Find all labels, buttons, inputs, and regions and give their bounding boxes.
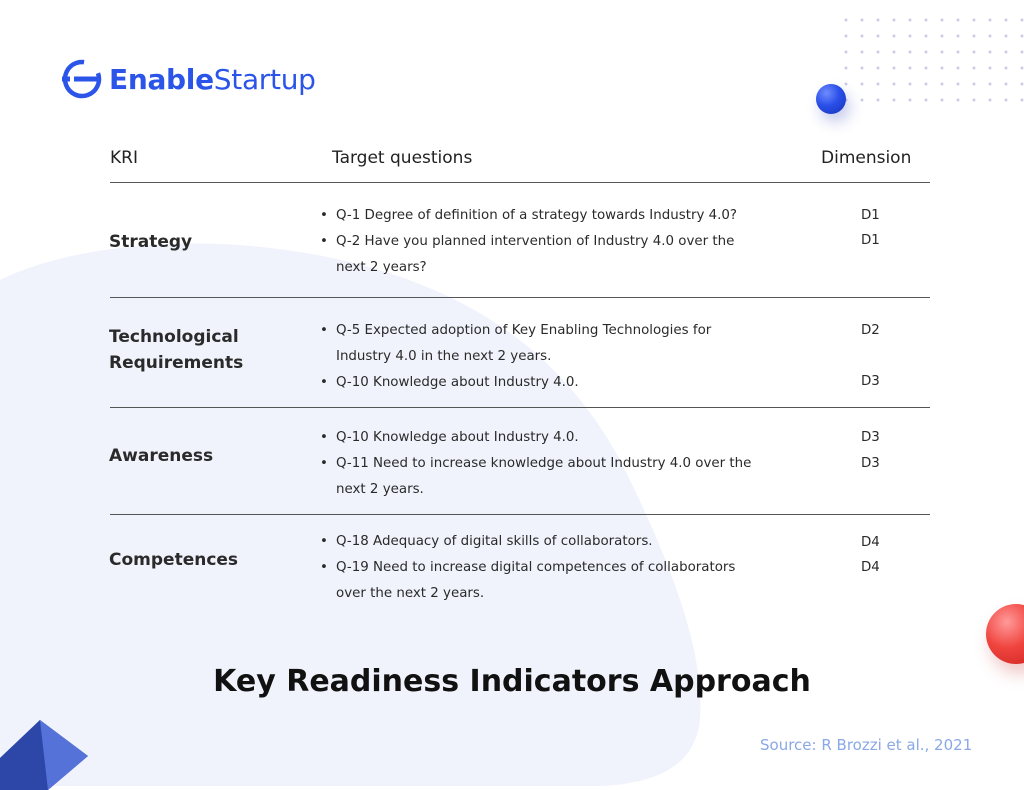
question-line: Q-2 Have you planned intervention of Industry 4.0 over the bbox=[336, 234, 735, 249]
blue-sphere-decoration bbox=[816, 84, 846, 114]
bullet-icon: • bbox=[320, 456, 328, 471]
brand-logo[interactable] bbox=[60, 57, 316, 101]
question-line: over the next 2 years. bbox=[336, 586, 485, 601]
cube-decoration bbox=[0, 720, 90, 790]
question-line: Q-10 Knowledge about Industry 4.0. bbox=[336, 375, 579, 390]
logo-mark-icon bbox=[60, 57, 104, 101]
brand-name bbox=[109, 63, 316, 96]
dimension-value: D4 bbox=[861, 560, 880, 575]
question-line: Q-19 Need to increase digital competences of collaborators bbox=[336, 560, 736, 575]
dimension-value: D1 bbox=[861, 208, 880, 223]
dimension-value: D4 bbox=[861, 535, 880, 550]
dimension-value: D3 bbox=[861, 430, 880, 445]
bullet-icon: • bbox=[320, 323, 328, 338]
kri-awareness bbox=[109, 443, 213, 469]
row-divider bbox=[110, 297, 930, 298]
kri-label-line: Technological bbox=[109, 327, 239, 347]
brand-name-bold: Enable bbox=[109, 62, 214, 96]
table-header-rule bbox=[110, 182, 930, 183]
page-title: Key Readiness Indicators Approach bbox=[213, 664, 811, 699]
row-divider bbox=[110, 514, 930, 515]
bullet-icon: • bbox=[320, 560, 328, 575]
header-dimension: Dimension bbox=[821, 148, 912, 168]
question-line: Q-11 Need to increase knowledge about Industry 4.0 over the bbox=[336, 456, 752, 471]
question-line: Q-1 Degree of definition of a strategy towards Industry 4.0? bbox=[336, 208, 738, 223]
row-divider bbox=[110, 407, 930, 408]
question-line: Q-18 Adequacy of digital skills of collaborators. bbox=[336, 534, 653, 549]
bullet-icon: • bbox=[320, 375, 328, 390]
question-line: Q-10 Knowledge about Industry 4.0. bbox=[336, 430, 579, 445]
kri-label-line: Strategy bbox=[109, 232, 193, 252]
bullet-icon: • bbox=[320, 234, 328, 249]
kri-label-line: Awareness bbox=[109, 446, 214, 466]
kri-strategy bbox=[109, 229, 192, 255]
dimension-value: D3 bbox=[861, 374, 880, 389]
header-kri: KRI bbox=[110, 148, 138, 168]
question-line: Industry 4.0 in the next 2 years. bbox=[336, 349, 552, 364]
bullet-icon: • bbox=[320, 208, 328, 223]
dot-grid-decoration bbox=[838, 12, 1024, 112]
dimension-value: D1 bbox=[861, 233, 880, 248]
header-target-questions: Target questions bbox=[332, 148, 473, 168]
dimension-value: D2 bbox=[861, 323, 880, 338]
bullet-icon: • bbox=[320, 430, 328, 445]
question-line: next 2 years. bbox=[336, 482, 424, 497]
kri-label-line: Competences bbox=[109, 550, 239, 570]
kri-competences bbox=[109, 547, 238, 573]
kri-technological-requirements bbox=[109, 324, 243, 376]
source-citation: Source: R Brozzi et al., 2021 bbox=[760, 736, 973, 754]
brand-name-regular: Startup bbox=[213, 62, 316, 96]
question-line: Q-5 Expected adoption of Key Enabling Technologies for bbox=[336, 323, 712, 338]
question-line: next 2 years? bbox=[336, 260, 427, 275]
kri-label-line: Requirements bbox=[109, 353, 244, 373]
dimension-value: D3 bbox=[861, 456, 880, 471]
bullet-icon: • bbox=[320, 534, 328, 549]
